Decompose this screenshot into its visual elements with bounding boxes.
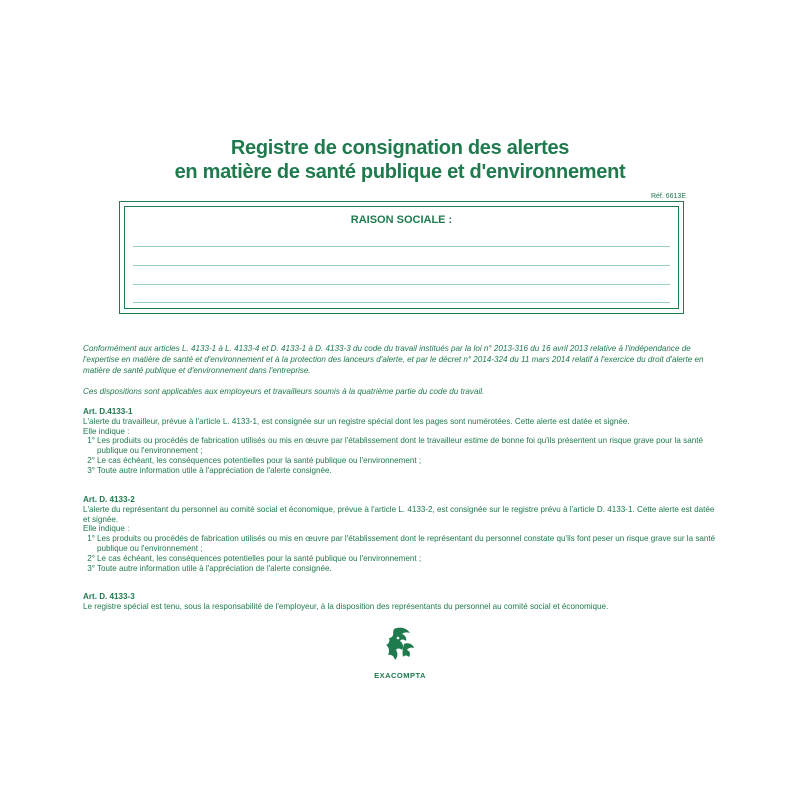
article-item-list <box>83 436 717 475</box>
item-text: Le cas échéant, les conséquences potentielles pour la santé publique ou l'environnement ; <box>97 553 422 563</box>
list-item <box>83 554 717 564</box>
list-item <box>83 564 717 574</box>
article-d4133-2 <box>83 495 717 573</box>
exacompta-logo <box>368 626 432 680</box>
raison-sociale-label: RAISON SOCIALE : <box>350 214 453 226</box>
item-number: 3° <box>87 465 95 475</box>
exacompta-face-logo-icon <box>380 626 420 664</box>
scope-note: Ces dispositions sont applicables aux employeurs et travailleurs soumis à la quatrième partie du code du travail. <box>83 387 485 396</box>
item-text: Les produits ou procédés de fabrication utilisés ou mis en œuvre par l'établissement dont le travailleur estime de bonne foi qu'ils présentent un risque grave pour la santé publique ou l'environnement ; <box>97 436 703 456</box>
item-number: 2° <box>87 455 95 465</box>
logo-wordmark: EXACOMPTA <box>374 671 426 680</box>
item-text: Le cas échéant, les conséquences potentielles pour la santé publique ou l'environnement ; <box>97 455 422 465</box>
title-line-1: Registre de consignation des alertes <box>230 137 570 159</box>
article-paragraph: L'alerte du représentant du personnel au comité social et économique, prévue à l'article L. 4133-2, est consignée sur le registre prévu à l'article D. 4133-1. Cette alerte est datée et signée. <box>83 504 715 524</box>
article-paragraph: Elle indique : <box>83 524 130 534</box>
item-text: Les produits ou procédés de fabrication utilisés ou mis en œuvre par l'établissement dont le représentant du personnel constate qu'ils font peser un risque grave sur la santé publique ou l'environnement ; <box>97 534 716 553</box>
item-number: 1° <box>87 436 95 446</box>
list-item <box>83 456 717 466</box>
list-item <box>83 466 717 476</box>
article-d4133-1 <box>83 407 717 476</box>
page-title <box>0 136 800 184</box>
list-item <box>83 436 717 456</box>
list-item <box>83 534 717 554</box>
legal-basis-text: Conformément aux articles L. 4133-1 à L. 4133-4 et D. 4133-1 à D. 4133-3 du code du travail institués par la loi n° 2013-316 du 16 avril 2013 relative à l'indépendance de l'expertise en matière de santé et d'environnement et à la protection des lanceurs d'alerte, et par le décret n° 2014-324 du 11 mars 2014 relatif à l'exercice du droit d'alerte en matière de santé publique et d'environnement dans l'entreprise. <box>83 344 704 375</box>
item-number: 1° <box>87 534 95 544</box>
article-paragraph: L'alerte du travailleur, prévue à l'article L. 4133-1, est consignée sur un registre spécial dont les pages sont numérotées. Cette alerte est datée et signée. <box>83 416 630 426</box>
article-paragraph: Le registre spécial est tenu, sous la responsabilité de l'employeur, à la disposition des représentants du personnel au comité social et économique. <box>83 601 609 611</box>
company-name-line-1[interactable] <box>133 246 670 247</box>
item-text: Toute autre information utile à l'appréciation de l'alerte consignée. <box>97 563 332 573</box>
item-number: 2° <box>87 553 95 563</box>
company-name-line-3[interactable] <box>133 284 670 285</box>
company-name-box-inner <box>124 206 679 309</box>
item-text: Toute autre information utile à l'appréciation de l'alerte consignée. <box>97 465 332 475</box>
article-title: Art. D.4133-1 <box>83 407 133 416</box>
company-name-box <box>119 201 684 314</box>
item-number: 3° <box>87 563 95 573</box>
title-line-2: en matière de santé publique et d'environnement <box>174 161 626 183</box>
company-name-line-4[interactable] <box>133 302 670 303</box>
article-d4133-3 <box>83 592 717 612</box>
reference-number: Réf. 6613E <box>650 193 686 200</box>
company-name-line-2[interactable] <box>133 265 670 266</box>
article-title: Art. D. 4133-3 <box>83 592 135 601</box>
article-item-list <box>83 534 717 573</box>
article-paragraph: Elle indique : <box>83 426 130 436</box>
article-title: Art. D. 4133-2 <box>83 495 135 504</box>
